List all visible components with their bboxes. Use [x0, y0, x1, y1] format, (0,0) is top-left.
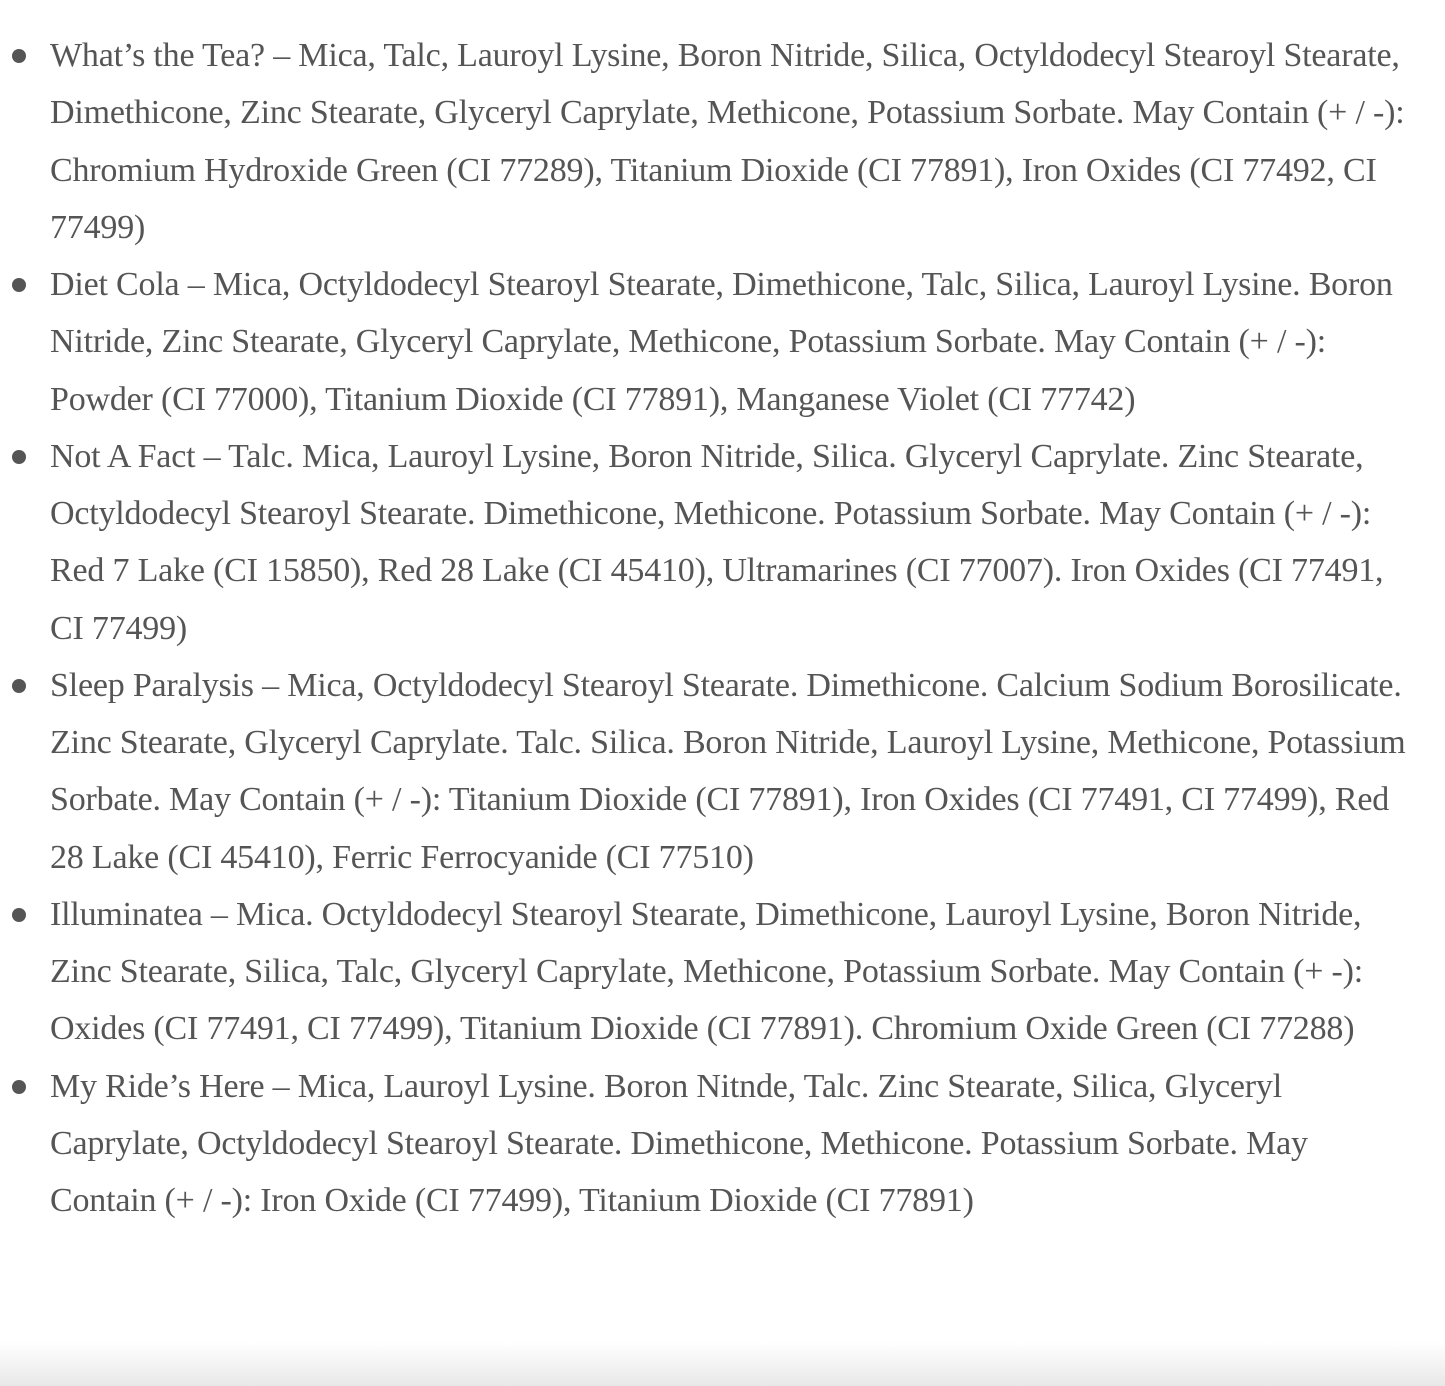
ingredient-list-item-whats-the-tea	[0, 27, 1445, 256]
ingredient-text: My Ride’s Here – Mica, Lauroyl Lysine. Boron Nitnde, Talc. Zinc Stearate, Silica, Glyceryl Caprylate, Octyldodecyl Stearoyl Stearate. Dimethicone, Methicone. Potassium Sorbate. May Contain (+ / -): Iron Oxide (CI 77499), Titanium Dioxide (CI 77891)	[50, 1067, 1308, 1219]
bullet-icon	[12, 1080, 26, 1094]
ingredient-text: Sleep Paralysis – Mica, Octyldodecyl Stearoyl Stearate. Dimethicone. Calcium Sodium Borosilicate. Zinc Stearate, Glyceryl Caprylate. Talc. Silica. Boron Nitride, Lauroyl Lysine, Methicone, Potassium Sorbate. May Contain (+ / -): Titanium Dioxide (CI 77891), Iron Oxides (CI 77491, CI 77499), Red 28 Lake (CI 45410), Ferric Ferrocyanide (CI 77510)	[50, 666, 1406, 876]
ingredient-text: Diet Cola – Mica, Octyldodecyl Stearoyl Stearate, Dimethicone, Talc, Silica, Lauroyl Lysine. Boron Nitride, Zinc Stearate, Glyceryl Caprylate, Methicone, Potassium Sorbate. May Contain (+ / -): Powder (CI 77000), Titanium Dioxide (CI 77891), Manganese Violet (CI 77742)	[50, 266, 1393, 418]
ingredient-list-item-not-a-fact	[0, 428, 1445, 657]
ingredient-list-item-sleep-paralysis	[0, 657, 1445, 886]
ingredient-list	[0, 27, 1445, 1229]
ingredient-text: What’s the Tea? – Mica, Talc, Lauroyl Lysine, Boron Nitride, Silica, Octyldodecyl Stearoyl Stearate, Dimethicone, Zinc Stearate, Glyceryl Caprylate, Methicone, Potassium Sorbate. May Contain (+ / -): Chromium Hydroxide Green (CI 77289), Titanium Dioxide (CI 77891), Iron Oxides (CI 77492, CI 77499)	[50, 37, 1405, 246]
bullet-icon	[12, 49, 26, 63]
bullet-icon	[12, 908, 26, 922]
ingredient-list-item-diet-cola	[0, 256, 1445, 428]
ingredient-text: Illuminatea – Mica. Octyldodecyl Stearoyl Stearate, Dimethicone, Lauroyl Lysine, Boron Nitride, Zinc Stearate, Silica, Talc, Glyceryl Caprylate, Methicone, Potassium Sorbate. May Contain (+ -): Oxides (CI 77491, CI 77499), Titanium Dioxide (CI 77891). Chromium Oxide Green (CI 77288)	[50, 895, 1363, 1048]
ingredient-text: Not A Fact – Talc. Mica, Lauroyl Lysine, Boron Nitride, Silica. Glyceryl Caprylate. Zinc Stearate, Octyldodecyl Stearoyl Stearate. Dimethicone, Methicone. Potassium Sorbate. May Contain (+ / -): Red 7 Lake (CI 15850), Red 28 Lake (CI 45410), Ultramarines (CI 77007). Iron Oxides (CI 77491, CI 77499)	[50, 437, 1384, 647]
bullet-icon	[12, 450, 26, 464]
bullet-icon	[12, 679, 26, 693]
bullet-icon	[12, 278, 26, 292]
bottom-fade	[0, 1342, 1445, 1386]
ingredient-list-item-illuminatea	[0, 886, 1445, 1058]
ingredient-list-item-my-rides-here	[0, 1058, 1445, 1230]
